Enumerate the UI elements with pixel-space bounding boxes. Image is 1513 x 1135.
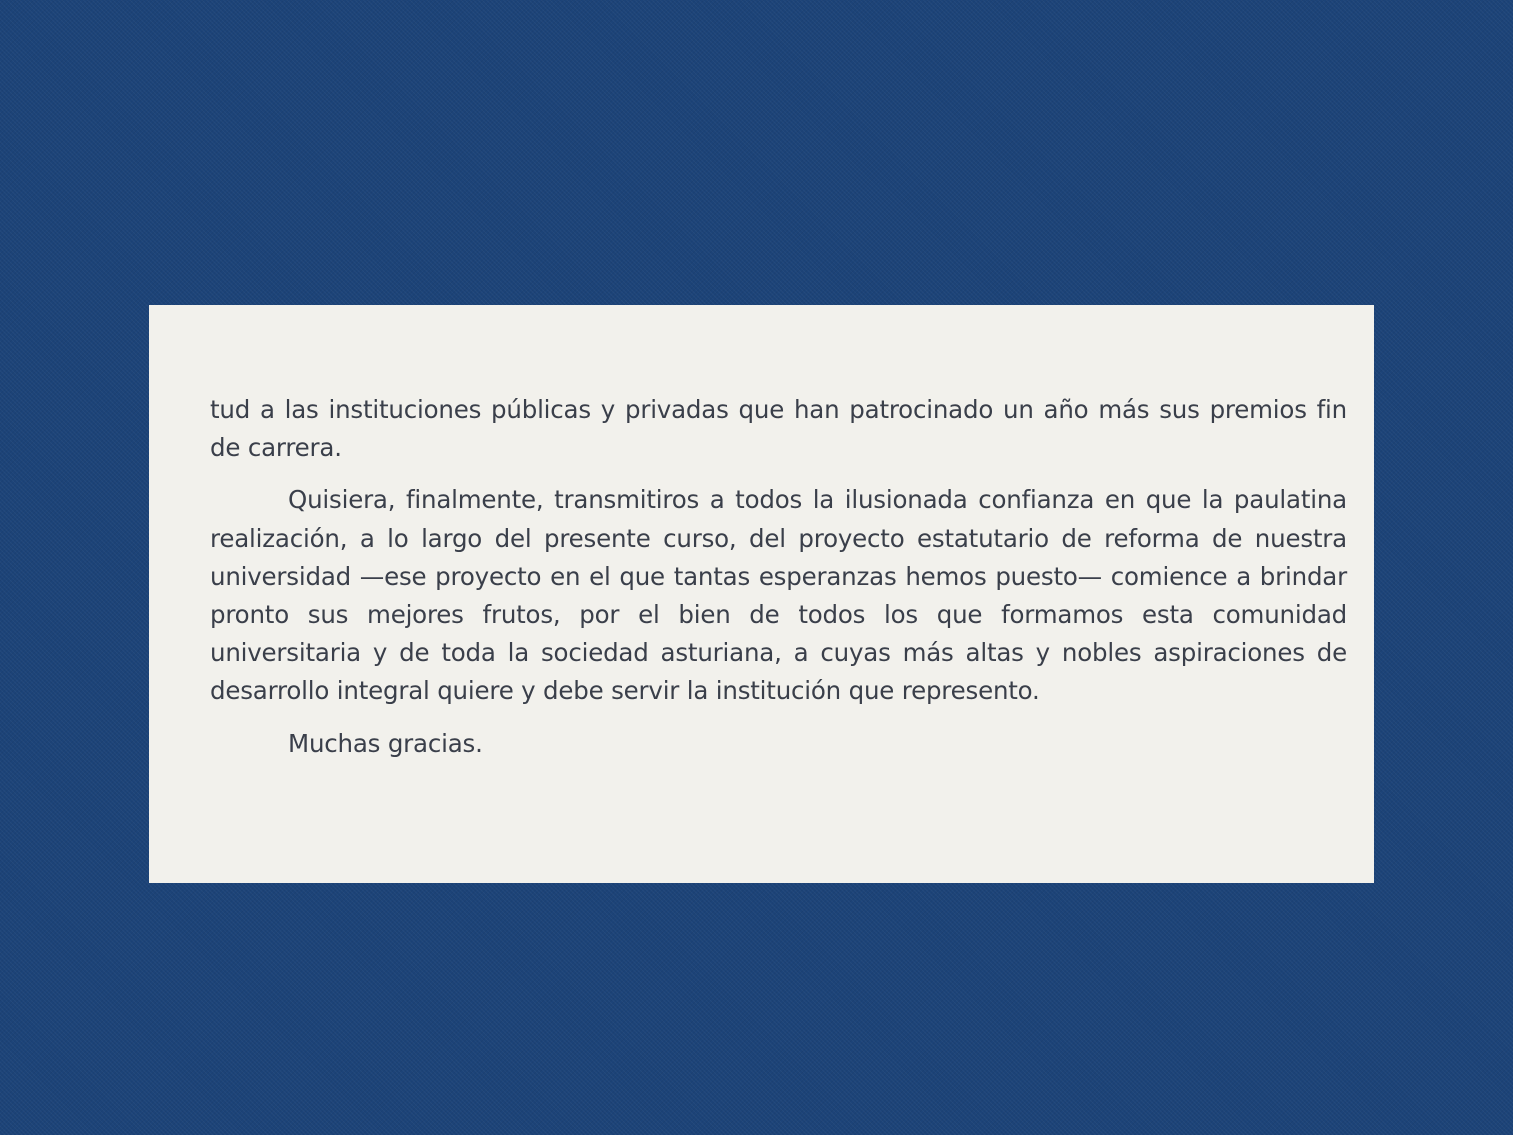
paragraph-closing-wishes: Quisiera, finalmente, transmitiros a todos la ilusionada confianza en que la paulatina realización, a lo largo del presente curso, del proyecto estatutario de reforma de nuestra universidad —ese proyecto en el que tantas esperanzas hemos puesto— comience a brindar pronto sus mejores frutos, por el bien de todos los que formamos esta comunidad universitaria y de toda la sociedad asturiana, a cuyas más altas y nobles aspiraciones de desarrollo integral quiere y debe servir la institución que represento. <box>210 485 1347 706</box>
document-body <box>210 391 1347 763</box>
paragraph-continuation: tud a las instituciones públicas y privadas que han patrocinado un año más sus premios fin de carrera. <box>210 395 1347 463</box>
document-page <box>149 305 1374 883</box>
paragraph-thanks: Muchas gracias. <box>288 728 483 758</box>
